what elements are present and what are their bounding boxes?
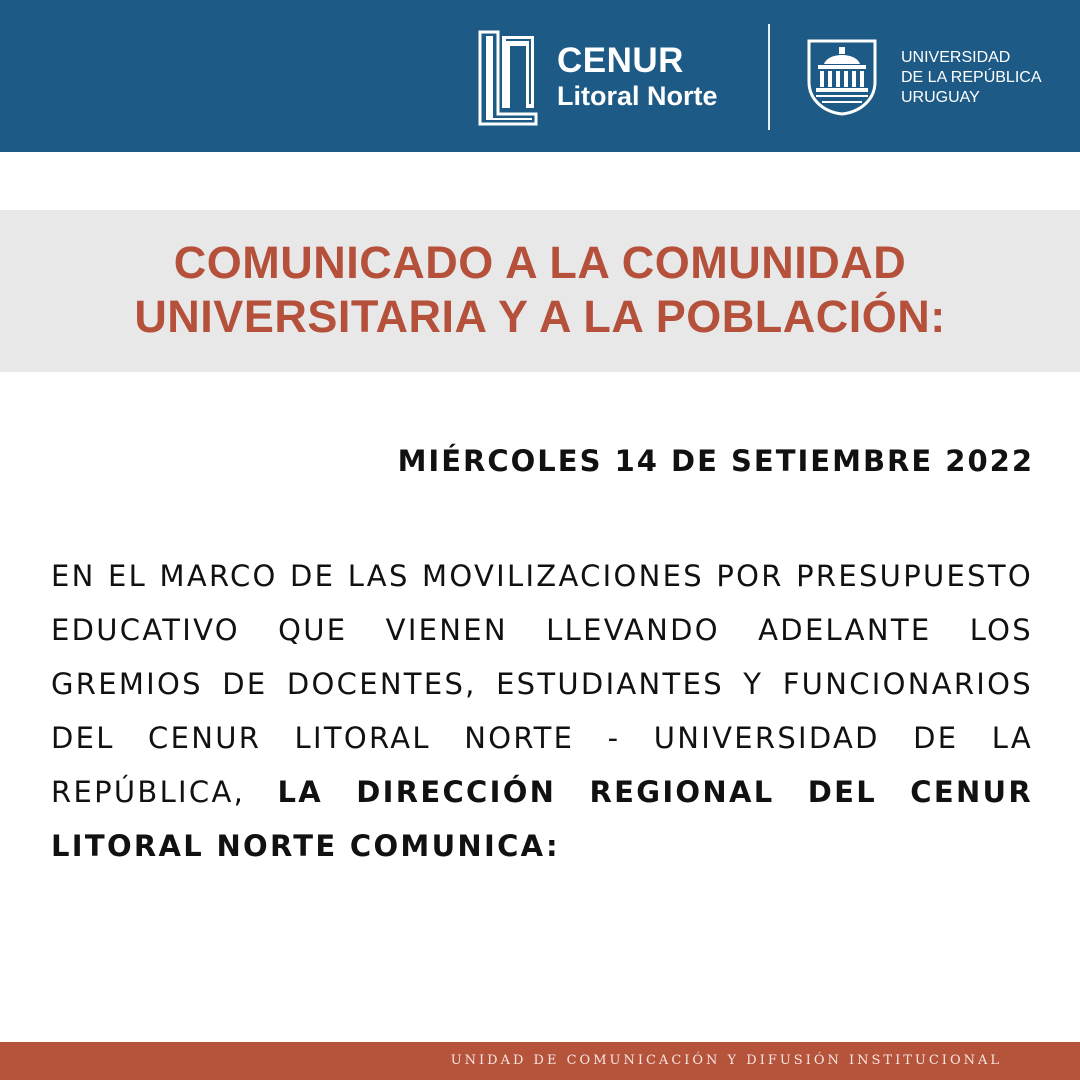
udelar-name-line1: UNIVERSIDAD: [901, 49, 1011, 66]
footer-text: UNIDAD DE COMUNICACIÓN Y DIFUSIÓN INSTITUCIONAL: [450, 1053, 1002, 1068]
page-title-line1: COMUNICADO A LA COMUNIDAD: [173, 237, 907, 288]
cenur-name-line1: CENUR: [557, 41, 684, 80]
cenur-name: [557, 42, 718, 112]
udelar-name: [901, 48, 1042, 108]
udelar-name-line3: URUGUAY: [901, 89, 980, 106]
body-regular-text: EN EL MARCO DE LAS MOVILIZACIONES POR PRESUPUESTO EDUCATIVO QUE VIENEN LLEVANDO ADELANTE LOS GREMIOS DE DOCENTES, ESTUDIANTES Y FUNCIONARIOS DEL CENUR LITORAL NORTE - UNIVERSIDAD DE LA REPÚBLICA,: [51, 559, 1033, 809]
communique-body: [51, 549, 1033, 873]
communique-date: MIÉRCOLES 14 DE SETIEMBRE 2022: [397, 444, 1034, 478]
body-bold-text: LA DIRECCIÓN REGIONAL DEL CENUR LITORAL NORTE COMUNICA:: [51, 775, 1033, 863]
cenur-logo-icon: [478, 30, 538, 126]
header-divider: [768, 24, 770, 130]
udelar-name-line2: DE LA REPÚBLICA: [901, 69, 1042, 86]
header-bar: [0, 0, 1080, 152]
page-title-line2: UNIVERSITARIA Y A LA POBLACIÓN:: [134, 291, 946, 342]
udelar-seal-icon: [806, 38, 878, 116]
page-title: [0, 236, 1080, 344]
cenur-name-line2: Litoral Norte: [557, 81, 718, 111]
